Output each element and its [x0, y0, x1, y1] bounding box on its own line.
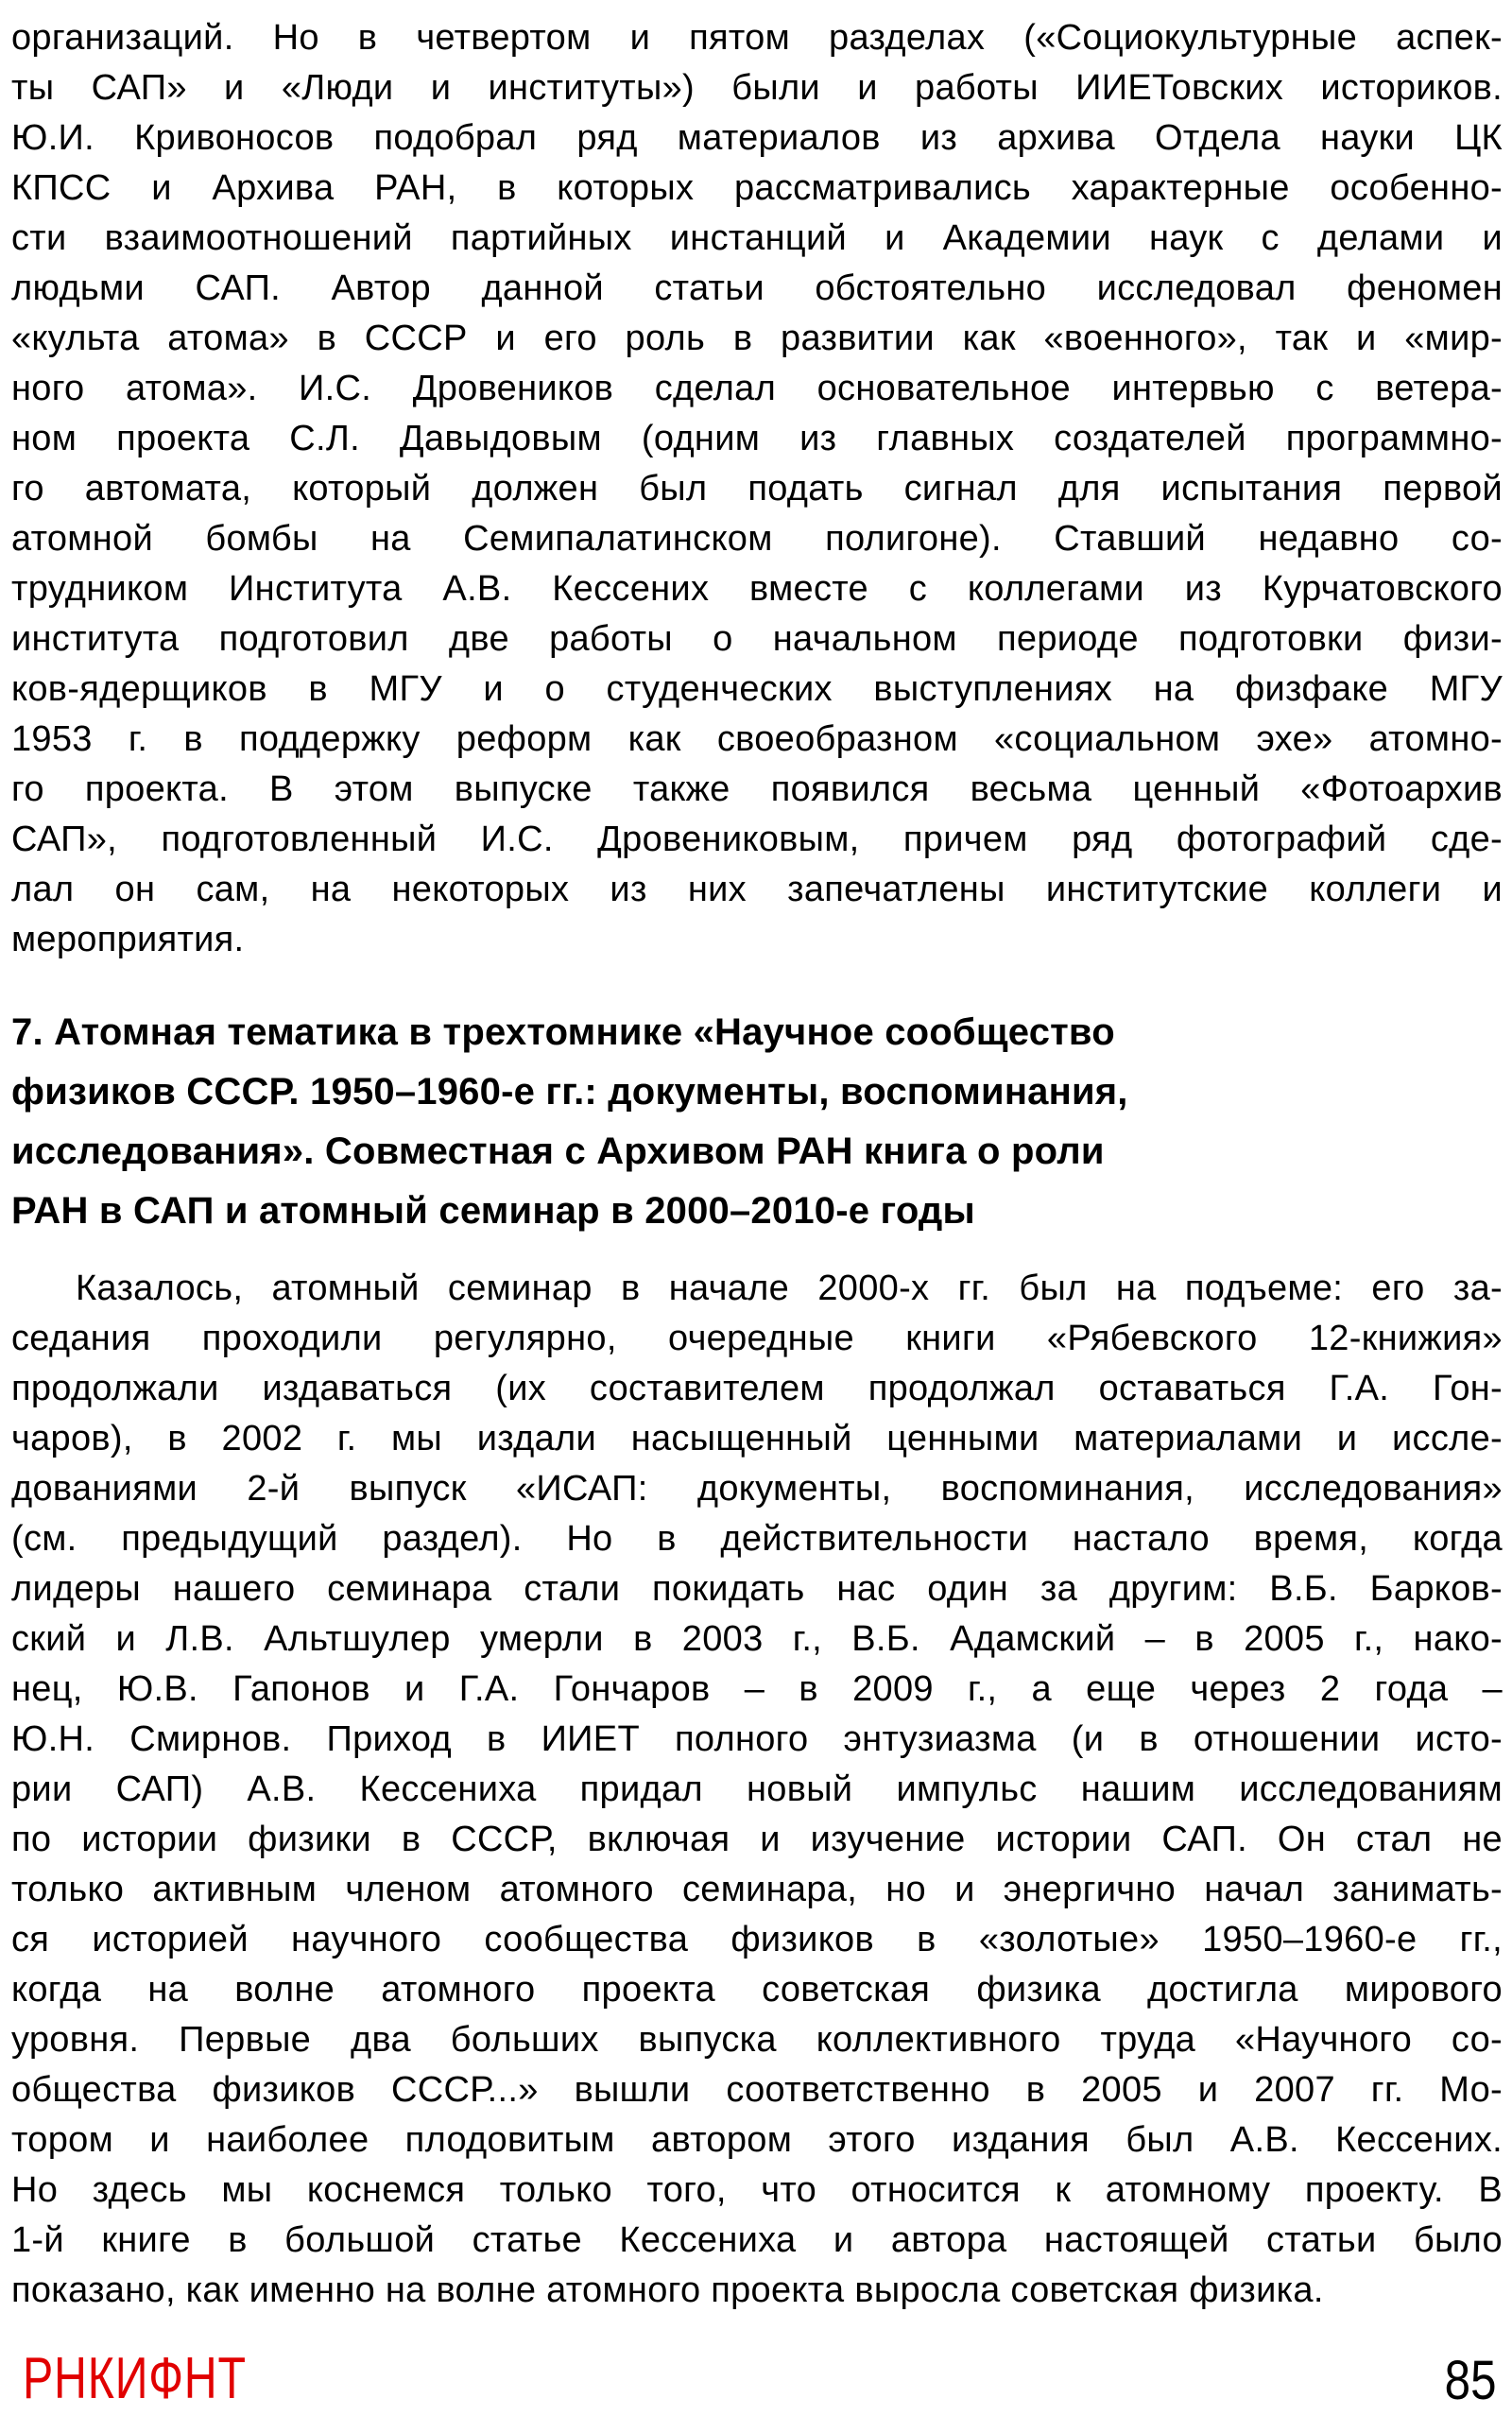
text-line: (см. предыдущий раздел). Но в действительности настало время, когда: [11, 1519, 1503, 1559]
text-line: лал он сам, на некоторых из них запечатлены институтские коллеги и: [11, 870, 1503, 909]
text-line: дованиями 2-й выпуск «ИСАП: документы, воспоминания, исследования»: [11, 1469, 1503, 1509]
text-line: чаров), в 2002 г. мы издали насыщенный ценными материалами и иссле-: [11, 1419, 1503, 1458]
text-line: общества физиков СССР...» вышли соответственно в 2005 и 2007 гг. Мо-: [11, 2070, 1503, 2110]
text-line: 1-й книге в большой статье Кессениха и автора настоящей статьи было: [11, 2220, 1503, 2260]
text-line: ский и Л.В. Альтшулер умерли в 2003 г., В.Б. Адамский – в 2005 г., нако-: [11, 1619, 1503, 1659]
heading-line: физиков СССР. 1950–1960-е гг.: документы, воспоминания,: [11, 1071, 1128, 1113]
text-line: ты САП» и «Люди и институты») были и работы ИИЕТовских историков.: [11, 68, 1503, 108]
text-line: ков-ядерщиков в МГУ и о студенческих выступлениях на физфаке МГУ: [11, 669, 1503, 709]
text-line: атомной бомбы на Семипалатинском полигоне). Ставший недавно со-: [11, 519, 1503, 559]
text-line: Но здесь мы коснемся только того, что относится к атомному проекту. В: [11, 2170, 1503, 2210]
text-line: сти взаимоотношений партийных инстанций и Академии наук с делами и: [11, 218, 1503, 258]
text-line: когда на волне атомного проекта советская физика достигла мирового: [11, 1970, 1503, 2010]
heading-line: РАН в САП и атомный семинар в 2000–2010-е годы: [11, 1190, 975, 1232]
page-number: 85: [1445, 2350, 1497, 2411]
text-line: ся историей научного сообщества физиков в «золотые» 1950–1960-е гг.,: [11, 1920, 1503, 1959]
text-line: го проекта. В этом выпуске также появился весьма ценный «Фотоархив: [11, 769, 1503, 809]
text-line: седания проходили регулярно, очередные книги «Рябевского 12-книжия»: [11, 1319, 1503, 1358]
text-line: го автомата, который должен был подать сигнал для испытания первой: [11, 469, 1503, 509]
text-line: Казалось, атомный семинар в начале 2000-х гг. был на подъеме: его за-: [76, 1268, 1503, 1308]
text-line: рии САП) А.В. Кессениха придал новый импульс нашим исследованиям: [11, 1769, 1503, 1809]
text-line: тором и наиболее плодовитым автором этого издания был А.В. Кессених.: [11, 2120, 1503, 2160]
text-line: ном проекта С.Л. Давыдовым (одним из главных создателей программно-: [11, 419, 1503, 458]
heading-line: 7. Атомная тематика в трехтомнике «Научное сообщество: [11, 1011, 1115, 1053]
text-line: «культа атома» в СССР и его роль в развитии как «военного», так и «мир-: [11, 319, 1503, 358]
section-heading: [11, 1003, 1503, 1241]
paragraph-body: [11, 1264, 1503, 2316]
text-line: Ю.Н. Смирнов. Приход в ИИЕТ полного энтузиазма (и в отношении исто-: [11, 1719, 1503, 1759]
text-line: уровня. Первые два больших выпуска коллективного труда «Научного со-: [11, 2020, 1503, 2060]
text-line: САП», подготовленный И.С. Дровениковым, причем ряд фотографий сде-: [11, 820, 1503, 859]
text-line: организаций. Но в четвертом и пятом разделах («Социокультурные аспек-: [11, 18, 1503, 58]
text-line: ного атома». И.С. Дровеников сделал основательное интервью с ветера-: [11, 369, 1503, 408]
text-line: людьми САП. Автор данной статьи обстоятельно исследовал феномен: [11, 268, 1503, 308]
text-line: нец, Ю.В. Гапонов и Г.А. Гончаров – в 2009 г., а еще через 2 года –: [11, 1669, 1503, 1709]
text-line: КПСС и Архива РАН, в которых рассматривались характерные особенно-: [11, 168, 1503, 208]
text-line: только активным членом атомного семинара, но и энергично начал занимать-: [11, 1870, 1503, 1909]
text-line: мероприятия.: [11, 920, 245, 959]
heading-line: исследования». Совместная с Архивом РАН книга о роли: [11, 1130, 1105, 1172]
text-line: показано, как именно на волне атомного проекта выросла советская физика.: [11, 2270, 1324, 2310]
text-line: лидеры нашего семинара стали покидать нас один за другим: В.Б. Барков-: [11, 1569, 1503, 1609]
paragraph-continued: [11, 13, 1503, 965]
text-line: 1953 г. в поддержку реформ как своеобразном «социальном эхе» атомно-: [11, 719, 1503, 759]
text-line: продолжали издаваться (их составителем продолжал оставаться Г.А. Гон-: [11, 1369, 1503, 1408]
text-line: института подготовил две работы о начальном периоде подготовки физи-: [11, 619, 1503, 659]
text-line: трудником Института А.В. Кессених вместе с коллегами из Курчатовского: [11, 569, 1503, 609]
journal-abbreviation: РНКИФНТ: [23, 2346, 247, 2411]
text-line: по истории физики в СССР, включая и изучение истории САП. Он стал не: [11, 1820, 1503, 1859]
text-line: Ю.И. Кривоносов подобрал ряд материалов из архива Отдела науки ЦК: [11, 118, 1503, 158]
